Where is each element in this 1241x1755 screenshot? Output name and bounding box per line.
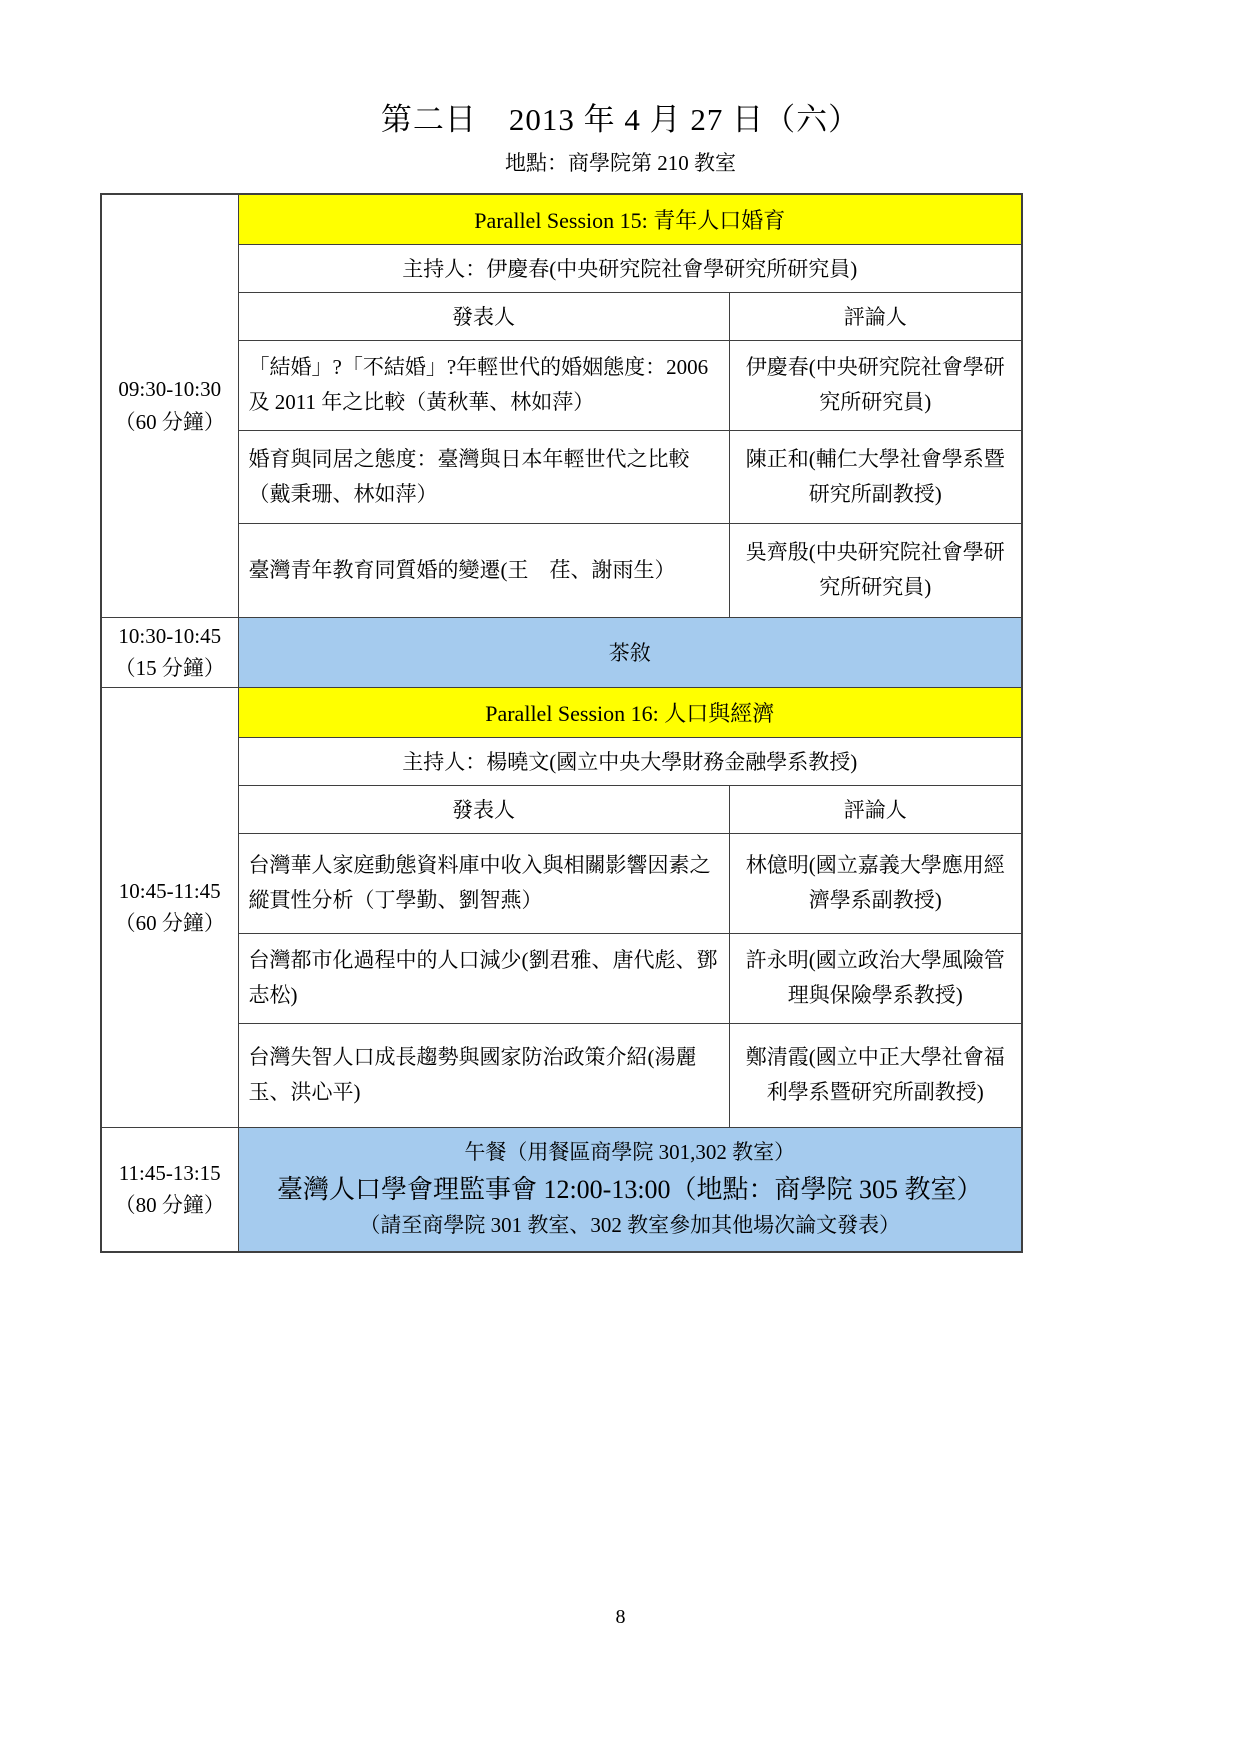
tea-break-row (101, 617, 1022, 687)
page-number: 8 (615, 1606, 626, 1628)
tea-break-label: 茶敘 (238, 617, 1022, 687)
table-row (101, 933, 1022, 1023)
session16-time: 10:45-11:45 (118, 878, 221, 903)
table-row (101, 833, 1022, 933)
session16-title: Parallel Session 16: 人口與經濟 (238, 687, 1022, 737)
session15-row2-presenter: 婚育與同居之態度：臺灣與日本年輕世代之比較（戴秉珊、林如萍） (238, 430, 729, 523)
session16-row3-presenter: 台灣失智人口成長趨勢與國家防治政策介紹(湯麗玉、洪心平) (238, 1023, 729, 1127)
lunch-time-cell (101, 1127, 238, 1252)
lunch-cell (238, 1127, 1022, 1252)
tea-break-time-cell (101, 617, 238, 687)
session15-moderator-row (101, 244, 1022, 292)
tea-break-time: 10:30-10:45 (118, 623, 222, 648)
session16-moderator-row (101, 737, 1022, 785)
presenter-column-header: 發表人 (238, 292, 729, 340)
commenter-column-header: 評論人 (729, 785, 1022, 833)
commenter-column-header: 評論人 (729, 292, 1022, 340)
session16-row1-commenter: 林億明(國立嘉義大學應用經濟學系副教授) (729, 833, 1022, 933)
session15-row2-commenter: 陳正和(輔仁大學社會學系暨研究所副教授) (729, 430, 1022, 523)
schedule-table (100, 193, 1023, 1253)
lunch-line1: 午餐（用餐區商學院 301,302 教室） (464, 1140, 796, 1165)
lunch-line2: 臺灣人口學會理監事會 12:00-13:00（地點：商學院 305 教室） (276, 1174, 983, 1204)
table-row (101, 340, 1022, 430)
lunch-line3: （請至商學院 301 教室、302 教室參加其他場次論文發表） (359, 1212, 901, 1237)
session16-time-cell (101, 687, 238, 1127)
session16-header-row (101, 687, 1022, 737)
session15-time-cell (101, 194, 238, 617)
session16-row2-presenter: 台灣都市化過程中的人口減少(劉君雅、唐代彪、鄧志松) (238, 933, 729, 1023)
session16-moderator: 主持人：楊曉文(國立中央大學財務金融學系教授) (238, 737, 1022, 785)
session15-header-row (101, 194, 1022, 244)
session15-column-header-row (101, 292, 1022, 340)
session15-row3-presenter: 臺灣青年教育同質婚的變遷(王 荏、謝雨生） (238, 523, 729, 617)
lunch-time: 11:45-13:15 (118, 1160, 221, 1185)
session15-title: Parallel Session 15: 青年人口婚育 (238, 194, 1022, 244)
lunch-duration: （80 分鐘） (114, 1193, 225, 1218)
session16-duration: （60 分鐘） (114, 911, 225, 936)
page-subtitle: 地點：商學院第 210 教室 (505, 151, 736, 175)
session15-moderator: 主持人：伊慶春(中央研究院社會學研究所研究員) (238, 244, 1022, 292)
page-title: 第二日 2013 年 4 月 27 日（六） (380, 102, 861, 137)
table-row (101, 1023, 1022, 1127)
session16-row2-commenter: 許永明(國立政治大學風險管理與保險學系教授) (729, 933, 1022, 1023)
session15-row1-commenter: 伊慶春(中央研究院社會學研究所研究員) (729, 340, 1022, 430)
tea-break-duration: （15 分鐘） (114, 656, 225, 681)
session15-row3-commenter: 吳齊殷(中央研究院社會學研究所研究員) (729, 523, 1022, 617)
presenter-column-header: 發表人 (238, 785, 729, 833)
lunch-row (101, 1127, 1022, 1252)
session16-column-header-row (101, 785, 1022, 833)
table-row (101, 523, 1022, 617)
session15-time: 09:30-10:30 (118, 377, 222, 402)
table-row (101, 430, 1022, 523)
session16-row3-commenter: 鄭清霞(國立中正大學社會福利學系暨研究所副教授) (729, 1023, 1022, 1127)
session15-duration: （60 分鐘） (114, 409, 225, 434)
session16-row1-presenter: 台灣華人家庭動態資料庫中收入與相關影響因素之縱貫性分析（丁學勤、劉智燕） (238, 833, 729, 933)
session15-row1-presenter: 「結婚」?「不結婚」?年輕世代的婚姻態度：2006 及 2011 年之比較（黃秋華、林如萍） (238, 340, 729, 430)
